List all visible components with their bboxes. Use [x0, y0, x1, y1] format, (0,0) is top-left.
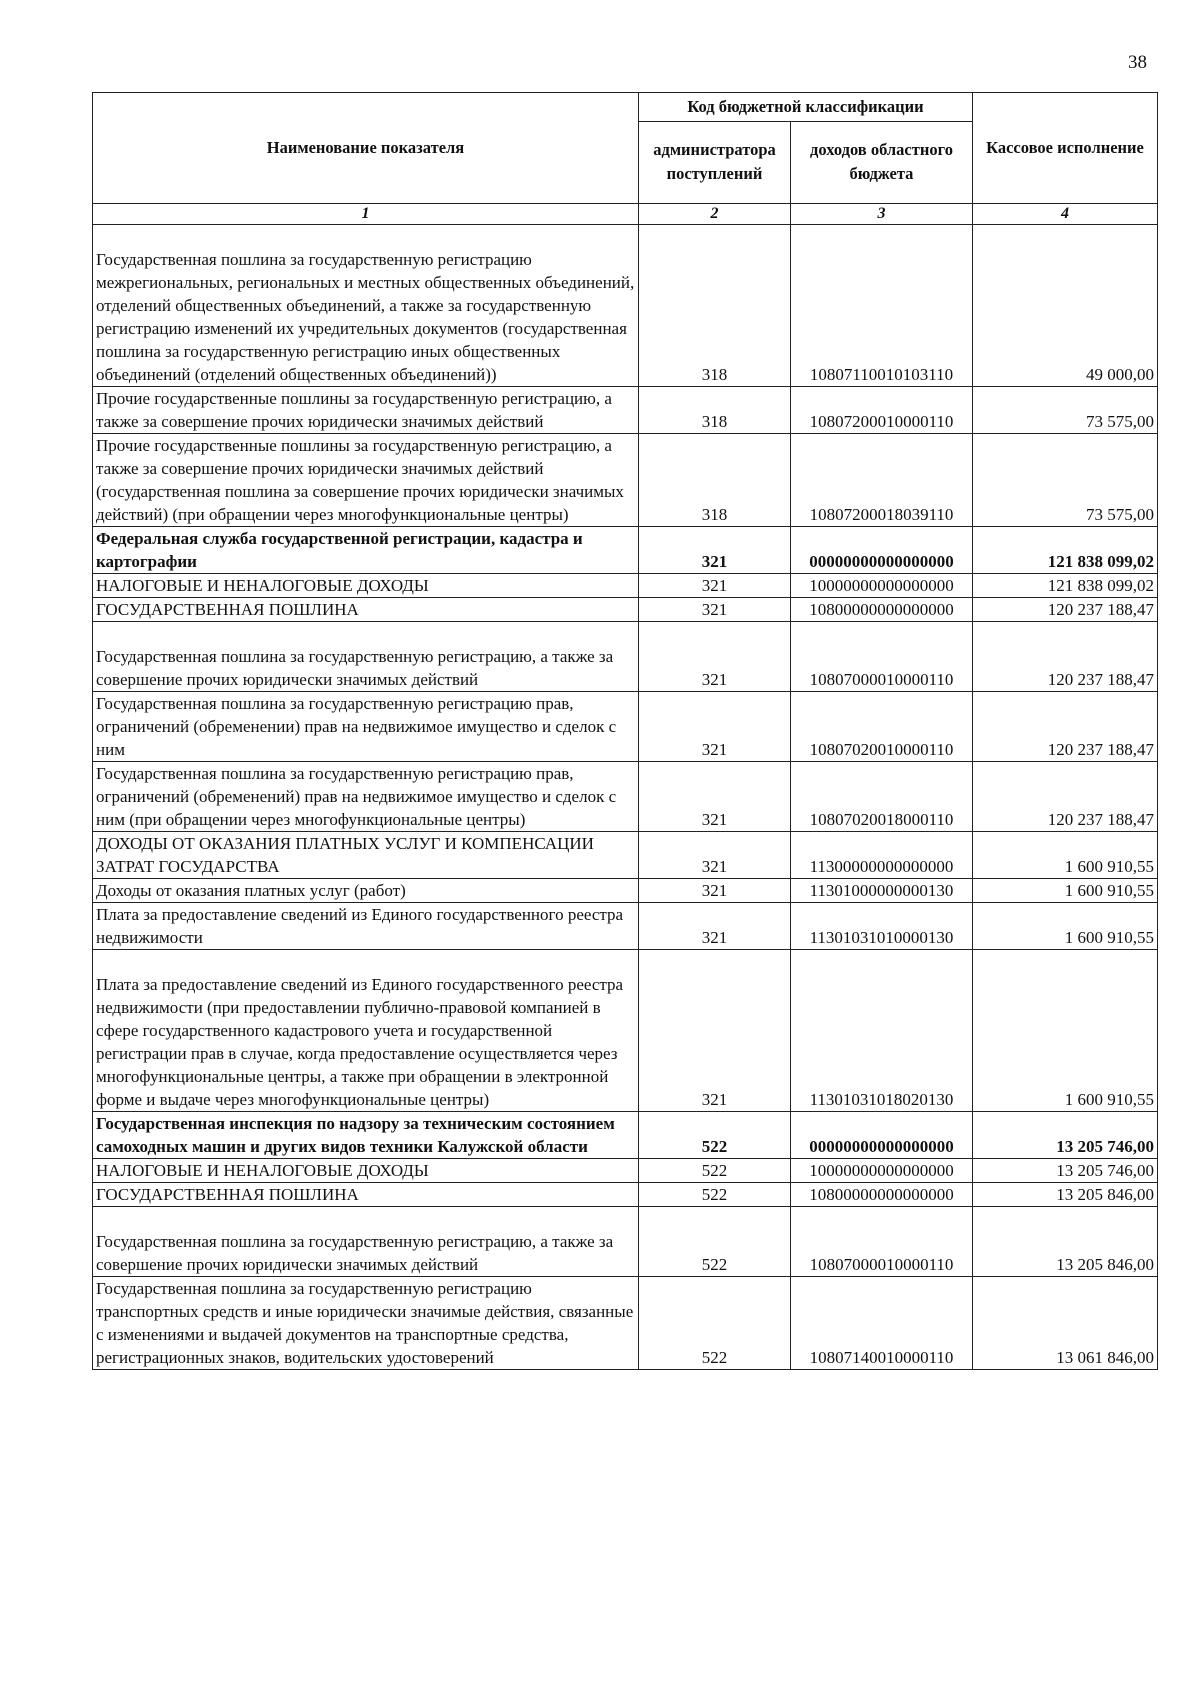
row-admin — [639, 1207, 791, 1277]
table-row — [93, 387, 1158, 434]
row-code — [791, 1277, 973, 1370]
row-code — [791, 879, 973, 903]
row-name-text: ГОСУДАРСТВЕННАЯ ПОШЛИНА — [96, 600, 359, 619]
row-admin — [639, 527, 791, 574]
table-row — [93, 434, 1158, 527]
row-admin-text: 318 — [701, 505, 728, 524]
row-name — [93, 1112, 639, 1159]
row-amount-text: 13 205 746,00 — [1056, 1161, 1154, 1180]
row-amount-text: 120 237 188,47 — [1047, 600, 1154, 619]
row-name — [93, 387, 639, 434]
row-code-text: 11300000000000000 — [809, 857, 954, 876]
header-admin: администратора поступлений — [639, 121, 791, 203]
row-name-text: Прочие государственные пошлины за государственную регистрацию, а также за совершение прочих юридически значимых действий — [96, 389, 612, 431]
row-code — [791, 225, 973, 387]
row-name-text: Прочие государственные пошлины за государственную регистрацию, а также за совершение прочих юридически значимых действий (государственная пошлина за совершение прочих юридически значимых действий) (при обращении через многофункциональные центры) — [96, 436, 624, 524]
row-code — [791, 622, 973, 692]
row-code-text: 10807020018000110 — [809, 810, 954, 829]
row-code-text: 11301000000000130 — [809, 881, 954, 900]
page-number: 38 — [1128, 52, 1147, 73]
table-row — [93, 1277, 1158, 1370]
col-number-4: 4 — [973, 204, 1158, 225]
row-amount-text: 13 205 846,00 — [1056, 1255, 1154, 1274]
row-amount-text: 1 600 910,55 — [1064, 1090, 1154, 1109]
row-amount-text: 120 237 188,47 — [1047, 740, 1154, 759]
row-code-text: 10800000000000000 — [809, 600, 954, 619]
table-row — [93, 950, 1158, 1112]
row-name — [93, 598, 639, 622]
row-name-text: Доходы от оказания платных услуг (работ) — [96, 881, 406, 900]
row-admin-text: 321 — [701, 881, 728, 900]
row-name — [93, 692, 639, 762]
row-code — [791, 574, 973, 598]
row-code — [791, 1159, 973, 1183]
col-number-3: 3 — [791, 204, 973, 225]
row-admin-text: 321 — [701, 810, 728, 829]
header-name: Наименование показателя — [93, 93, 639, 204]
row-admin — [639, 692, 791, 762]
row-code-text: 00000000000000000 — [809, 1137, 954, 1156]
row-code — [791, 1112, 973, 1159]
row-name-text: Государственная пошлина за государственную регистрацию прав, ограничений (обременении) прав на недвижимое имущество и сделок с ним — [96, 694, 617, 759]
row-admin — [639, 225, 791, 387]
row-amount-text: 120 237 188,47 — [1047, 810, 1154, 829]
row-name-text: Плата за предоставление сведений из Единого государственного реестра недвижимости — [96, 905, 624, 947]
table-row — [93, 598, 1158, 622]
row-admin-text: 522 — [701, 1137, 728, 1156]
table-row — [93, 762, 1158, 832]
row-code-text: 10807020010000110 — [809, 740, 954, 759]
row-amount — [973, 950, 1158, 1112]
row-name-text: Государственная пошлина за государственную регистрацию транспортных средств и иные юридически значимые действия, связанные с изменениями и выдачей документов на транспортные средства, регистрационных знаков, водительских удостоверений — [96, 1279, 634, 1367]
row-code-text: 10800000000000000 — [809, 1185, 954, 1204]
row-admin-text: 321 — [701, 857, 728, 876]
row-name — [93, 950, 639, 1112]
row-code-text: 10807000010000110 — [809, 670, 954, 689]
row-code — [791, 387, 973, 434]
row-admin — [639, 762, 791, 832]
row-name — [93, 1183, 639, 1207]
row-name-text: Федеральная служба государственной регистрации, кадастра и картографии — [96, 529, 583, 571]
row-code-text: 10807000010000110 — [809, 1255, 954, 1274]
row-admin-text: 321 — [701, 552, 728, 571]
row-amount-text: 13 205 846,00 — [1056, 1185, 1154, 1204]
row-admin — [639, 1112, 791, 1159]
row-amount-text: 1 600 910,55 — [1064, 928, 1154, 947]
row-code — [791, 950, 973, 1112]
row-name-text: Государственная инспекция по надзору за техническим состоянием самоходных машин и других видов техники Калужской области — [96, 1114, 615, 1156]
row-code — [791, 1207, 973, 1277]
row-name-text: Государственная пошлина за государственную регистрацию, а также за совершение прочих юридически значимых действий — [96, 647, 614, 689]
col-number-2: 2 — [639, 204, 791, 225]
table-row — [93, 832, 1158, 879]
row-code — [791, 692, 973, 762]
row-amount — [973, 387, 1158, 434]
row-admin-text: 321 — [701, 670, 728, 689]
row-code-text: 00000000000000000 — [809, 552, 954, 571]
row-code-text: 10807110010103110 — [809, 365, 954, 384]
row-amount — [973, 1277, 1158, 1370]
row-amount — [973, 1183, 1158, 1207]
row-admin — [639, 879, 791, 903]
row-amount-text: 120 237 188,47 — [1047, 670, 1154, 689]
table-row — [93, 1112, 1158, 1159]
row-code-text: 10000000000000000 — [809, 1161, 954, 1180]
row-admin — [639, 387, 791, 434]
row-amount — [973, 832, 1158, 879]
row-name — [93, 1159, 639, 1183]
row-amount-text: 1 600 910,55 — [1064, 881, 1154, 900]
row-amount — [973, 598, 1158, 622]
row-name — [93, 903, 639, 950]
row-amount-text: 73 575,00 — [1086, 505, 1154, 524]
row-code — [791, 903, 973, 950]
row-code — [791, 434, 973, 527]
row-code — [791, 832, 973, 879]
row-amount — [973, 1159, 1158, 1183]
row-amount — [973, 879, 1158, 903]
row-code — [791, 762, 973, 832]
row-amount — [973, 1112, 1158, 1159]
row-admin-text: 522 — [701, 1255, 728, 1274]
row-name — [93, 1277, 639, 1370]
row-name-text: ДОХОДЫ ОТ ОКАЗАНИЯ ПЛАТНЫХ УСЛУГ И КОМПЕНСАЦИИ ЗАТРАТ ГОСУДАРСТВА — [96, 834, 594, 876]
row-amount-text: 121 838 099,02 — [1047, 552, 1154, 571]
row-admin-text: 522 — [701, 1185, 728, 1204]
row-name-text: Плата за предоставление сведений из Единого государственного реестра недвижимости (при предоставлении публично-правовой компанией в сфере государственного кадастрового учета и государственной регистрации прав в случае, когда предоставление осуществляется через многофункциональные центры, а также при обращении в электронной форме и выдаче через многофункциональные центры) — [96, 975, 624, 1109]
row-amount — [973, 622, 1158, 692]
row-name-text: Государственная пошлина за государственную регистрацию прав, ограничений (обременений) прав на недвижимое имущество и сделок с ним (при обращении через многофункциональные центры) — [96, 764, 617, 829]
row-admin — [639, 622, 791, 692]
row-amount — [973, 762, 1158, 832]
table-row — [93, 1183, 1158, 1207]
row-amount — [973, 434, 1158, 527]
table-row — [93, 527, 1158, 574]
row-name-text: Государственная пошлина за государственную регистрацию, а также за совершение прочих юридически значимых действий — [96, 1232, 614, 1274]
row-amount — [973, 692, 1158, 762]
row-admin-text: 321 — [701, 600, 728, 619]
row-amount-text: 49 000,00 — [1086, 365, 1154, 384]
header-code-group: Код бюджетной классификации — [639, 93, 973, 122]
row-code-text: 10807200018039110 — [809, 505, 954, 524]
row-code-text: 11301031018020130 — [809, 1090, 954, 1109]
row-code — [791, 598, 973, 622]
row-name — [93, 574, 639, 598]
row-name — [93, 879, 639, 903]
row-admin — [639, 434, 791, 527]
header-cash: Кассовое исполнение — [973, 93, 1158, 204]
row-amount — [973, 527, 1158, 574]
row-admin-text: 321 — [701, 576, 728, 595]
row-amount-text: 13 061 846,00 — [1056, 1348, 1154, 1367]
row-amount-text: 13 205 746,00 — [1056, 1137, 1154, 1156]
row-code-text: 10807140010000110 — [809, 1348, 954, 1367]
table-row — [93, 225, 1158, 387]
row-name — [93, 225, 639, 387]
row-admin-text: 522 — [701, 1161, 728, 1180]
row-name — [93, 527, 639, 574]
row-code — [791, 1183, 973, 1207]
row-name-text: Государственная пошлина за государственную регистрацию межрегиональных, региональных и местных общественных объединений, отделений общественных объединений, а также за государственную регистрацию изменений их учредительных документов (государственная пошлина за государственную регистрацию иных общественных объединений (отделений общественных объединений)) — [96, 250, 635, 384]
row-name-text: НАЛОГОВЫЕ И НЕНАЛОГОВЫЕ ДОХОДЫ — [96, 1161, 429, 1180]
row-admin-text: 318 — [701, 412, 728, 431]
row-admin — [639, 950, 791, 1112]
row-code-text: 10000000000000000 — [809, 576, 954, 595]
row-admin — [639, 903, 791, 950]
row-admin — [639, 1159, 791, 1183]
col-number-1: 1 — [93, 204, 639, 225]
row-admin-text: 321 — [701, 740, 728, 759]
table-row — [93, 1207, 1158, 1277]
row-amount — [973, 225, 1158, 387]
row-code — [791, 527, 973, 574]
row-admin-text: 522 — [701, 1348, 728, 1367]
table-row — [93, 692, 1158, 762]
row-name-text: ГОСУДАРСТВЕННАЯ ПОШЛИНА — [96, 1185, 359, 1204]
row-name — [93, 434, 639, 527]
row-admin-text: 318 — [701, 365, 728, 384]
table-row — [93, 1159, 1158, 1183]
row-admin — [639, 574, 791, 598]
row-amount — [973, 903, 1158, 950]
budget-report-table — [92, 92, 1158, 1370]
table-row — [93, 622, 1158, 692]
row-name — [93, 622, 639, 692]
row-name — [93, 762, 639, 832]
row-code-text: 10807200010000110 — [809, 412, 954, 431]
row-admin — [639, 832, 791, 879]
table-body — [93, 225, 1158, 1370]
row-amount-text: 73 575,00 — [1086, 412, 1154, 431]
row-amount — [973, 574, 1158, 598]
row-admin-text: 321 — [701, 928, 728, 947]
row-amount-text: 121 838 099,02 — [1047, 576, 1154, 595]
row-name — [93, 832, 639, 879]
row-amount — [973, 1207, 1158, 1277]
table-row — [93, 574, 1158, 598]
row-name-text: НАЛОГОВЫЕ И НЕНАЛОГОВЫЕ ДОХОДЫ — [96, 576, 429, 595]
row-admin — [639, 1277, 791, 1370]
row-admin — [639, 1183, 791, 1207]
row-code-text: 11301031010000130 — [809, 928, 954, 947]
row-admin-text: 321 — [701, 1090, 728, 1109]
row-amount-text: 1 600 910,55 — [1064, 857, 1154, 876]
row-name — [93, 1207, 639, 1277]
row-admin — [639, 598, 791, 622]
header-income: доходов областного бюджета — [791, 121, 973, 203]
table-row — [93, 903, 1158, 950]
table-row — [93, 879, 1158, 903]
